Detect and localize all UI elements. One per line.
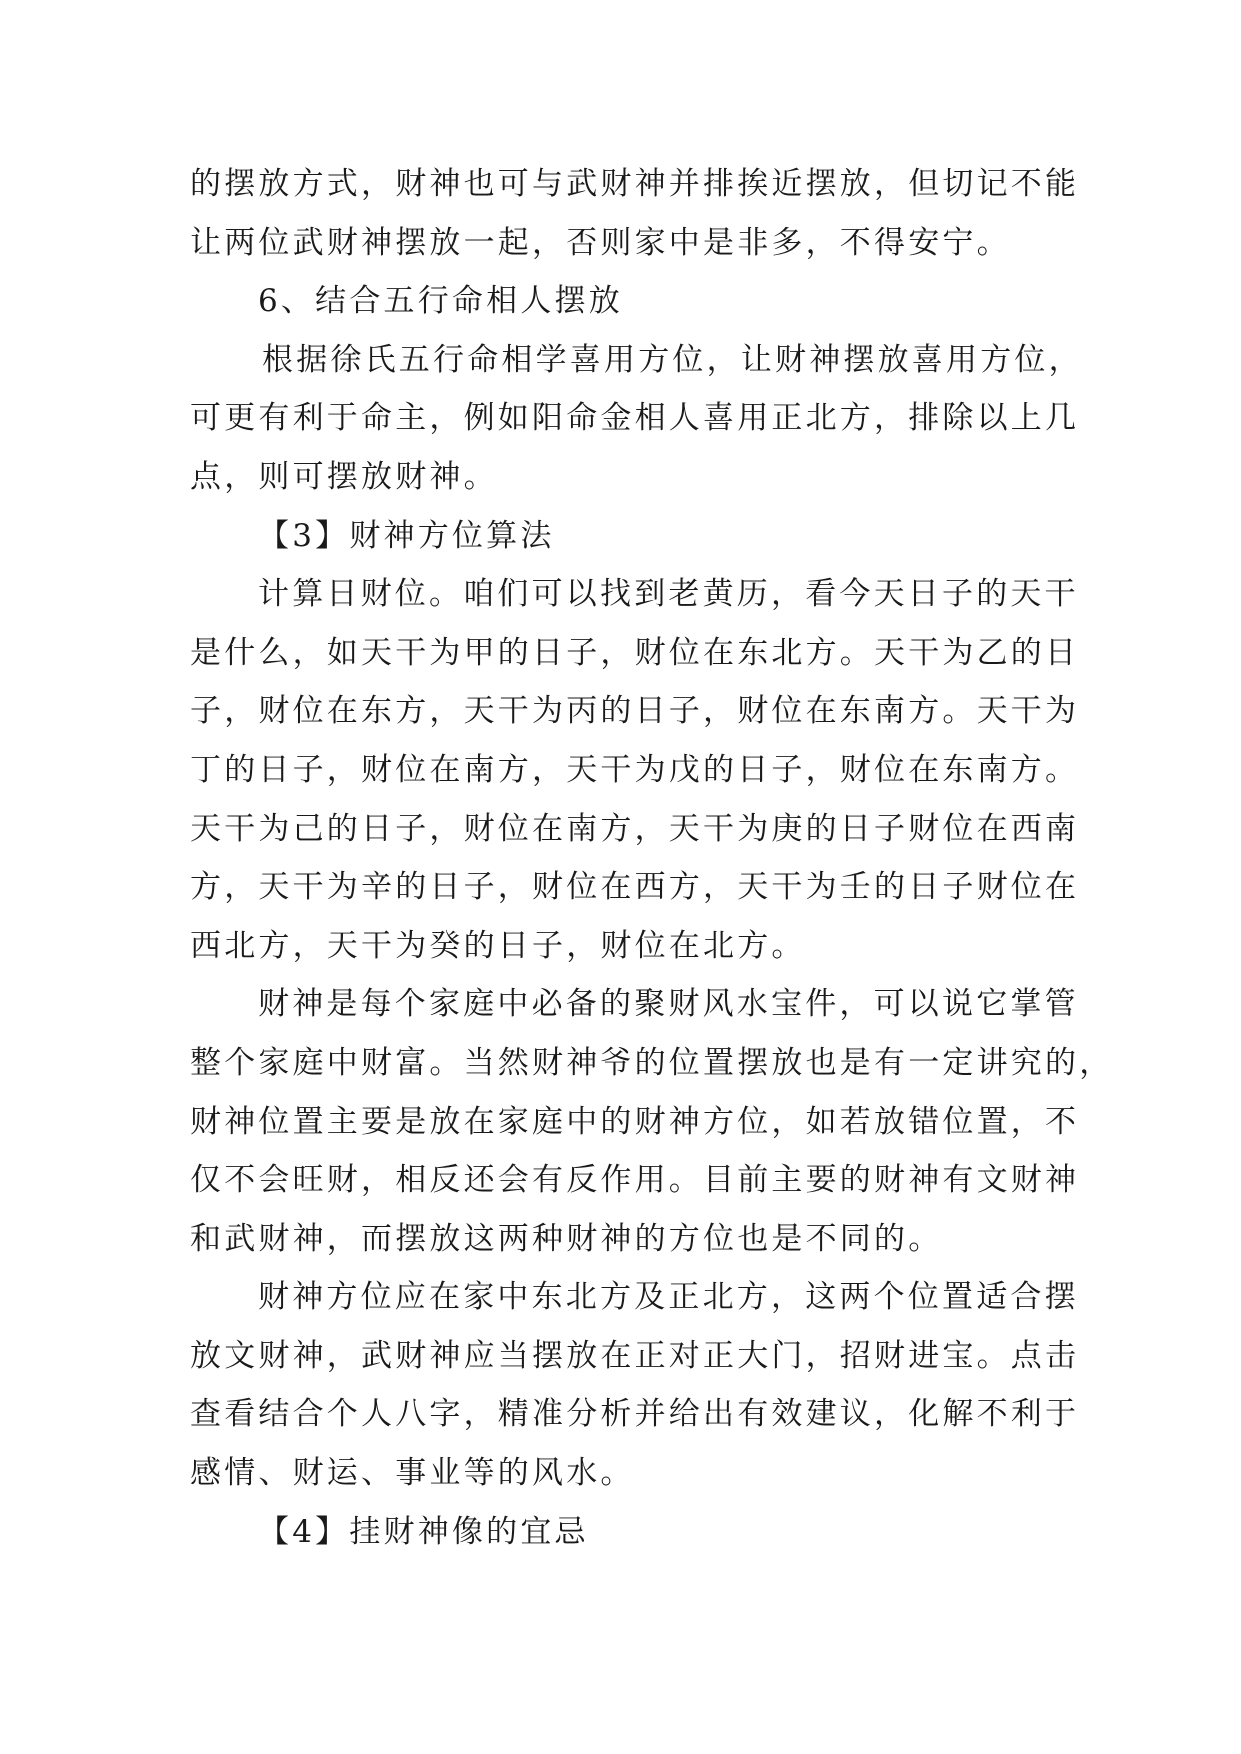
text-line: 财神是每个家庭中必备的聚财风水宝件，可以说它掌管	[258, 986, 1079, 1023]
text-line: 西北方，天干为癸的日子，财位在北方。	[190, 927, 806, 964]
text-line: 财神方位应在家中东北方及正北方，这两个位置适合摆	[258, 1279, 1079, 1316]
text-line: 方，天干为辛的日子，财位在西方，天干为壬的日子财位在	[190, 869, 1080, 906]
section-heading: 【4】挂财神像的宜忌	[258, 1513, 589, 1550]
text-line: 和武财神，而摆放这两种财神的方位也是不同的。	[190, 1220, 943, 1257]
text-line: 根据徐氏五行命相学喜用方位，让财神摆放喜用方位，	[262, 341, 1083, 378]
text-line: 仅不会旺财，相反还会有反作用。目前主要的财神有文财神	[190, 1162, 1080, 1199]
document-body	[190, 155, 1114, 1561]
text-line: 放文财神，武财神应当摆放在正对正大门，招财进宝。点击	[190, 1337, 1080, 1374]
text-line: 点，则可摆放财神。	[190, 458, 498, 495]
text-line: 的摆放方式，财神也可与武财神并排挨近摆放，但切记不能	[190, 166, 1080, 202]
text-line: 子，财位在东方，天干为丙的日子，财位在东南方。天干为	[190, 693, 1080, 730]
text-line: 让两位武财神摆放一起，否则家中是非多，不得安宁。	[190, 224, 1011, 261]
text-line: 查看结合个人八字，精准分析并给出有效建议，化解不利于	[190, 1396, 1080, 1433]
text-line: 是什么，如天干为甲的日子，财位在东北方。天干为乙的日	[190, 634, 1080, 671]
text-line: 感情、财运、事业等的风水。	[190, 1455, 635, 1492]
text-line: 财神位置主要是放在家庭中的财神方位，如若放错位置，不	[190, 1103, 1080, 1140]
text-line: 丁的日子，财位在南方，天干为戊的日子，财位在东南方。	[190, 751, 1080, 788]
text-line: 整个家庭中财富。当然财神爷的位置摆放也是有一定讲究的，	[190, 1044, 1114, 1081]
item-heading: 6、结合五行命相人摆放	[258, 283, 623, 320]
text-line: 天干为己的日子，财位在南方，天干为庚的日子财位在西南	[190, 810, 1080, 847]
section-heading: 【3】财神方位算法	[258, 517, 555, 554]
text-line: 计算日财位。咱们可以找到老黄历，看今天日子的天干	[258, 576, 1079, 613]
text-line: 可更有利于命主，例如阳命金相人喜用正北方，排除以上几	[190, 400, 1080, 437]
